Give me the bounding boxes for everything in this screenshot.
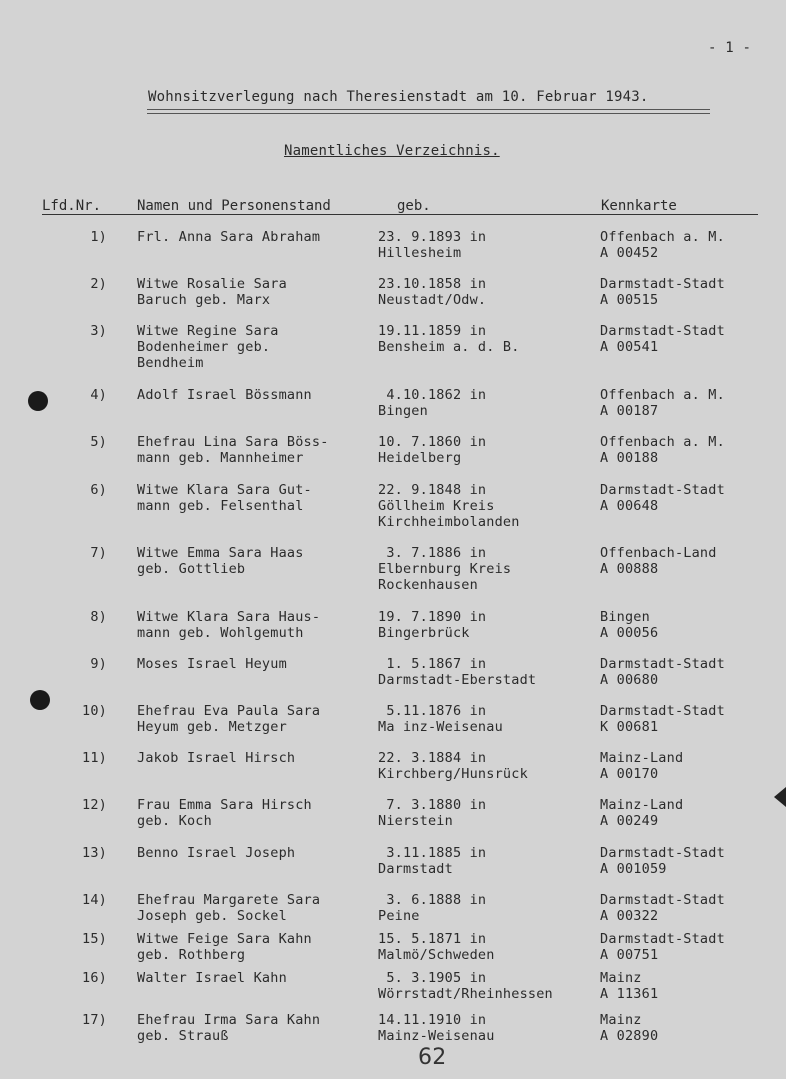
id-card-line: K 00681 bbox=[600, 719, 659, 735]
header-born: geb. bbox=[397, 198, 431, 214]
birth-info-line: 3. 6.1888 in bbox=[378, 892, 487, 908]
birth-info-line: Neustadt/Odw. bbox=[378, 292, 487, 308]
id-card-line: Offenbach-Land bbox=[600, 545, 717, 561]
row-number: 6) bbox=[90, 482, 107, 498]
row-number: 17) bbox=[82, 1012, 107, 1028]
birth-info-line: 19.11.1859 in bbox=[378, 323, 487, 339]
id-card-line: A 00187 bbox=[600, 403, 659, 419]
person-name-line: Frl. Anna Sara Abraham bbox=[137, 229, 321, 245]
birth-info-line: 1. 5.1867 in bbox=[378, 656, 487, 672]
birth-info-line: 22. 9.1848 in bbox=[378, 482, 487, 498]
birth-info-line: Mainz-Weisenau bbox=[378, 1028, 495, 1044]
birth-info-line: Bingerbrück bbox=[378, 625, 470, 641]
person-name-line: Witwe Feige Sara Kahn bbox=[137, 931, 312, 947]
birth-info-line: Darmstadt bbox=[378, 861, 453, 877]
id-card-line: A 00541 bbox=[600, 339, 659, 355]
id-card-line: Darmstadt-Stadt bbox=[600, 482, 725, 498]
header-nr: Lfd.Nr. bbox=[42, 198, 102, 214]
birth-info-line: 22. 3.1884 in bbox=[378, 750, 487, 766]
person-name-line: mann geb. Felsenthal bbox=[137, 498, 304, 514]
person-name-line: Witwe Rosalie Sara bbox=[137, 276, 287, 292]
id-card-line: A 00751 bbox=[600, 947, 659, 963]
birth-info-line: Bingen bbox=[378, 403, 428, 419]
row-number: 16) bbox=[82, 970, 107, 986]
person-name-line: Baruch geb. Marx bbox=[137, 292, 271, 308]
birth-info-line: Malmö/Schweden bbox=[378, 947, 495, 963]
id-card-line: Darmstadt-Stadt bbox=[600, 845, 725, 861]
id-card-line: Offenbach a. M. bbox=[600, 434, 725, 450]
person-name-line: geb. Gottlieb bbox=[137, 561, 246, 577]
person-name-line: Ehefrau Margarete Sara bbox=[137, 892, 321, 908]
person-name-line: geb. Koch bbox=[137, 813, 212, 829]
birth-info-line: Bensheim a. d. B. bbox=[378, 339, 520, 355]
birth-info-line: 3.11.1885 in bbox=[378, 845, 487, 861]
paper-edge-mark bbox=[774, 787, 786, 807]
row-number: 12) bbox=[82, 797, 107, 813]
id-card-line: A 00452 bbox=[600, 245, 659, 261]
id-card-line: Offenbach a. M. bbox=[600, 229, 725, 245]
person-name-line: Witwe Regine Sara bbox=[137, 323, 279, 339]
header-card: Kennkarte bbox=[601, 198, 677, 214]
birth-info-line: 3. 7.1886 in bbox=[378, 545, 487, 561]
birth-info-line: 5. 3.1905 in bbox=[378, 970, 487, 986]
row-number: 4) bbox=[90, 387, 107, 403]
person-name-line: Witwe Emma Sara Haas bbox=[137, 545, 304, 561]
birth-info-line: 23. 9.1893 in bbox=[378, 229, 487, 245]
id-card-line: A 00648 bbox=[600, 498, 659, 514]
row-number: 13) bbox=[82, 845, 107, 861]
page-number: - 1 - bbox=[708, 40, 752, 56]
id-card-line: Darmstadt-Stadt bbox=[600, 703, 725, 719]
title-underline-bottom bbox=[147, 113, 710, 114]
birth-info-line: Hillesheim bbox=[378, 245, 462, 261]
person-name-line: Witwe Klara Sara Haus- bbox=[137, 609, 321, 625]
document-subtitle: Namentliches Verzeichnis. bbox=[284, 143, 500, 159]
birth-info-line: 4.10.1862 in bbox=[378, 387, 487, 403]
id-card-line: Darmstadt-Stadt bbox=[600, 656, 725, 672]
birth-info-line: 7. 3.1880 in bbox=[378, 797, 487, 813]
punch-hole bbox=[30, 690, 50, 710]
row-number: 1) bbox=[90, 229, 107, 245]
person-name-line: Ehefrau Eva Paula Sara bbox=[137, 703, 321, 719]
row-number: 14) bbox=[82, 892, 107, 908]
row-number: 7) bbox=[90, 545, 107, 561]
person-name-line: mann geb. Mannheimer bbox=[137, 450, 304, 466]
id-card-line: Mainz-Land bbox=[600, 750, 684, 766]
person-name-line: Ehefrau Irma Sara Kahn bbox=[137, 1012, 321, 1028]
birth-info-line: Heidelberg bbox=[378, 450, 462, 466]
birth-info-line: 23.10.1858 in bbox=[378, 276, 487, 292]
birth-info-line: Wörrstadt/Rheinhessen bbox=[378, 986, 553, 1002]
birth-info-line: Ma inz-Weisenau bbox=[378, 719, 503, 735]
id-card-line: Mainz-Land bbox=[600, 797, 684, 813]
row-number: 9) bbox=[90, 656, 107, 672]
person-name-line: geb. Rothberg bbox=[137, 947, 246, 963]
id-card-line: Mainz bbox=[600, 970, 642, 986]
id-card-line: Darmstadt-Stadt bbox=[600, 276, 725, 292]
id-card-line: Offenbach a. M. bbox=[600, 387, 725, 403]
person-name-line: Bendheim bbox=[137, 355, 204, 371]
header-name: Namen und Personenstand bbox=[137, 198, 331, 214]
birth-info-line: Kirchheimbolanden bbox=[378, 514, 520, 530]
person-name-line: geb. Strauß bbox=[137, 1028, 229, 1044]
birth-info-line: 5.11.1876 in bbox=[378, 703, 487, 719]
id-card-line: A 00188 bbox=[600, 450, 659, 466]
birth-info-line: 14.11.1910 in bbox=[378, 1012, 487, 1028]
id-card-line: Mainz bbox=[600, 1012, 642, 1028]
person-name-line: Moses Israel Heyum bbox=[137, 656, 287, 672]
row-number: 8) bbox=[90, 609, 107, 625]
birth-info-line: Göllheim Kreis bbox=[378, 498, 495, 514]
id-card-line: Darmstadt-Stadt bbox=[600, 931, 725, 947]
person-name-line: Frau Emma Sara Hirsch bbox=[137, 797, 312, 813]
id-card-line: A 00170 bbox=[600, 766, 659, 782]
id-card-line: A 11361 bbox=[600, 986, 659, 1002]
birth-info-line: Peine bbox=[378, 908, 420, 924]
footer-number: 62 bbox=[418, 1045, 447, 1070]
person-name-line: Bodenheimer geb. bbox=[137, 339, 271, 355]
person-name-line: Adolf Israel Bössmann bbox=[137, 387, 312, 403]
id-card-line: Darmstadt-Stadt bbox=[600, 892, 725, 908]
person-name-line: Walter Israel Kahn bbox=[137, 970, 287, 986]
row-number: 5) bbox=[90, 434, 107, 450]
row-number: 2) bbox=[90, 276, 107, 292]
document-title: Wohnsitzverlegung nach Theresienstadt am 10. Februar 1943. bbox=[148, 89, 649, 105]
birth-info-line: Darmstadt-Eberstadt bbox=[378, 672, 537, 688]
row-number: 15) bbox=[82, 931, 107, 947]
person-name-line: Heyum geb. Metzger bbox=[137, 719, 287, 735]
header-rule bbox=[42, 214, 758, 215]
id-card-line: A 00515 bbox=[600, 292, 659, 308]
birth-info-line: 10. 7.1860 in bbox=[378, 434, 487, 450]
birth-info-line: Rockenhausen bbox=[378, 577, 478, 593]
birth-info-line: Nierstein bbox=[378, 813, 453, 829]
birth-info-line: Kirchberg/Hunsrück bbox=[378, 766, 528, 782]
id-card-line: Bingen bbox=[600, 609, 650, 625]
row-number: 10) bbox=[82, 703, 107, 719]
person-name-line: Witwe Klara Sara Gut- bbox=[137, 482, 312, 498]
row-number: 3) bbox=[90, 323, 107, 339]
id-card-line: A 00322 bbox=[600, 908, 659, 924]
person-name-line: Joseph geb. Sockel bbox=[137, 908, 287, 924]
person-name-line: Benno Israel Joseph bbox=[137, 845, 296, 861]
birth-info-line: 15. 5.1871 in bbox=[378, 931, 487, 947]
row-number: 11) bbox=[82, 750, 107, 766]
person-name-line: Ehefrau Lina Sara Böss- bbox=[137, 434, 329, 450]
title-underline-top bbox=[147, 109, 710, 110]
id-card-line: A 00888 bbox=[600, 561, 659, 577]
person-name-line: Jakob Israel Hirsch bbox=[137, 750, 296, 766]
punch-hole bbox=[28, 391, 48, 411]
birth-info-line: 19. 7.1890 in bbox=[378, 609, 487, 625]
id-card-line: A 00680 bbox=[600, 672, 659, 688]
id-card-line: A 00249 bbox=[600, 813, 659, 829]
id-card-line: A 02890 bbox=[600, 1028, 659, 1044]
id-card-line: A 001059 bbox=[600, 861, 667, 877]
id-card-line: Darmstadt-Stadt bbox=[600, 323, 725, 339]
birth-info-line: Elbernburg Kreis bbox=[378, 561, 512, 577]
id-card-line: A 00056 bbox=[600, 625, 659, 641]
person-name-line: mann geb. Wohlgemuth bbox=[137, 625, 304, 641]
